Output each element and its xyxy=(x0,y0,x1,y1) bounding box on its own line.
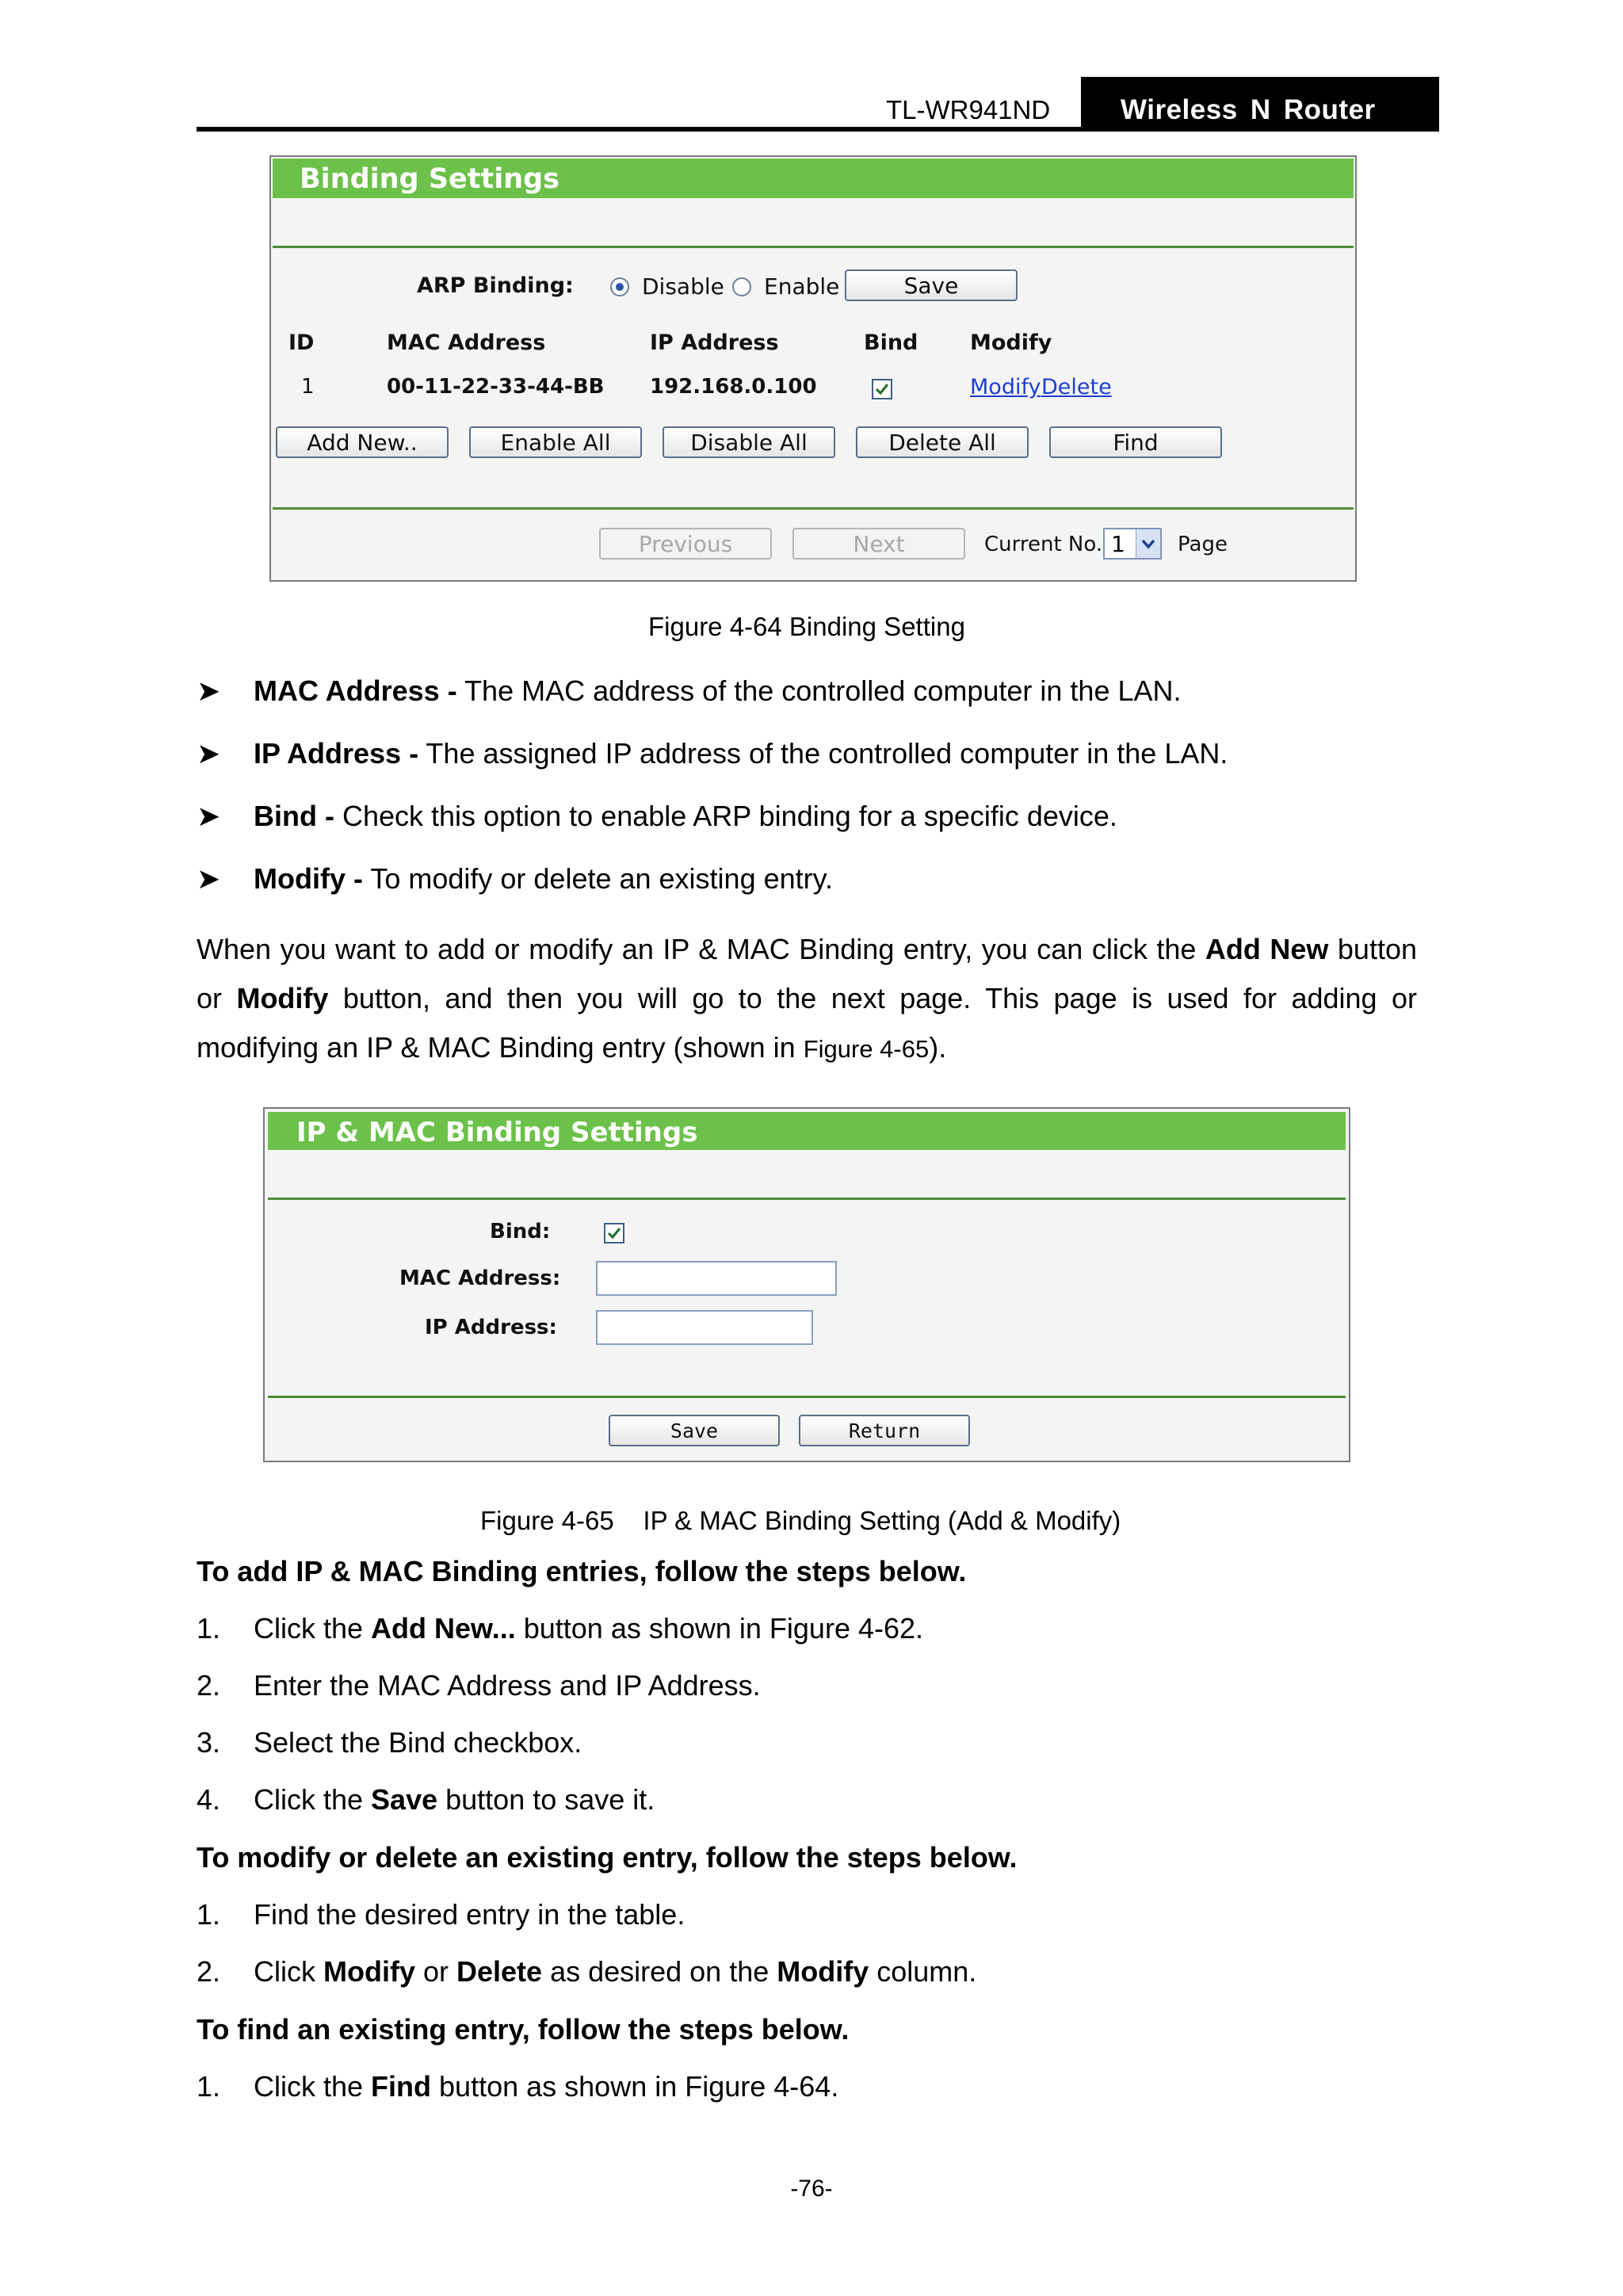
add-step-1: 1. Click the Add New... button as shown in Figure 4-62. xyxy=(197,1612,924,1645)
chevron-down-icon xyxy=(1136,529,1160,558)
save-button[interactable]: Save xyxy=(609,1415,780,1446)
header-rule xyxy=(197,127,1439,132)
current-no-label: Current No. xyxy=(984,533,1103,556)
ip-mac-binding-panel xyxy=(263,1107,1350,1462)
header-model: TL-WR941ND xyxy=(886,95,1051,124)
add-step-2: 2. Enter the MAC Address and IP Address. xyxy=(197,1669,761,1702)
modify-step-1: 1. Find the desired entry in the table. xyxy=(197,1898,685,1931)
row-bind-checkbox[interactable] xyxy=(872,379,892,399)
arp-binding-label: ARP Binding: xyxy=(417,273,574,298)
bullet-mac-address: ➤ MAC Address - The MAC address of the controlled computer in the LAN. xyxy=(197,674,1182,707)
find-steps-title: To find an existing entry, follow the steps below. xyxy=(197,2013,850,2046)
page-label: Page xyxy=(1178,533,1228,556)
modify-link[interactable]: Modify xyxy=(970,375,1041,399)
bind-checkbox[interactable] xyxy=(604,1223,624,1244)
figure-caption-4-64: Figure 4-64 Binding Setting xyxy=(648,612,965,641)
row-mac: 00-11-22-33-44-BB xyxy=(387,375,605,399)
arrow-bullet-icon: ➤ xyxy=(197,737,221,770)
row-id: 1 xyxy=(301,375,315,399)
arrow-bullet-icon: ➤ xyxy=(197,800,221,832)
bullet-modify: ➤ Modify - To modify or delete an existing entry. xyxy=(197,862,833,895)
panel-rule-bottom xyxy=(273,507,1354,510)
save-button[interactable]: Save xyxy=(845,269,1018,301)
mac-address-field[interactable] xyxy=(596,1261,837,1296)
add-new-button[interactable]: Add New.. xyxy=(276,426,449,458)
find-step-1: 1. Click the Find button as shown in Figure 4-64. xyxy=(197,2070,839,2103)
panel-rule-top xyxy=(273,246,1354,248)
radio-disable-label: Disable xyxy=(642,273,724,300)
bullet-bind: ➤ Bind - Check this option to enable ARP binding for a specific device. xyxy=(197,800,1117,832)
radio-enable[interactable] xyxy=(732,277,751,296)
ip-address-field[interactable] xyxy=(596,1310,813,1345)
col-header-id: ID xyxy=(288,330,315,355)
bind-label: Bind: xyxy=(490,1220,551,1244)
panel-rule-top xyxy=(268,1198,1346,1200)
check-icon xyxy=(606,1225,622,1241)
radio-enable-label: Enable xyxy=(764,273,840,300)
enable-all-button[interactable]: Enable All xyxy=(469,426,642,458)
return-button[interactable]: Return xyxy=(799,1415,970,1446)
header-product-tag: Wireless N Router xyxy=(1081,77,1439,132)
disable-all-button[interactable]: Disable All xyxy=(663,426,835,458)
delete-link[interactable]: Delete xyxy=(1041,375,1112,399)
col-header-mac: MAC Address xyxy=(387,330,546,355)
panel-title: Binding Settings xyxy=(273,159,1354,198)
modify-steps-title: To modify or delete an existing entry, follow the steps below. xyxy=(197,1841,1018,1874)
add-step-4: 4. Click the Save button to save it. xyxy=(197,1783,655,1816)
mac-address-label: MAC Address: xyxy=(399,1266,561,1290)
check-icon xyxy=(874,381,890,397)
row-ip: 192.168.0.100 xyxy=(650,375,817,399)
col-header-ip: IP Address xyxy=(650,330,779,355)
radio-disable[interactable] xyxy=(610,277,629,296)
arrow-bullet-icon: ➤ xyxy=(197,674,221,707)
figure-caption-4-65: Figure 4-65 IP & MAC Binding Setting (Add & Modify) xyxy=(480,1506,1121,1535)
ip-address-label: IP Address: xyxy=(425,1316,557,1339)
panel-title: IP & MAC Binding Settings xyxy=(268,1112,1346,1150)
panel-rule-bottom xyxy=(268,1396,1346,1398)
add-steps-title: To add IP & MAC Binding entries, follow the steps below. xyxy=(197,1555,967,1587)
current-page-select[interactable] xyxy=(1103,528,1162,560)
col-header-bind: Bind xyxy=(864,330,918,355)
modify-step-2: 2. Click Modify or Delete as desired on the Modify column. xyxy=(197,1955,977,1988)
arrow-bullet-icon: ➤ xyxy=(197,862,221,895)
intro-paragraph: When you want to add or modify an IP & MAC Binding entry, you can click the Add New button or Modify button, and then you will go to the next page. This page is used for adding or modifying an IP & MAC Binding entry (shown in Figure 4-65). xyxy=(197,933,1418,1064)
binding-settings-panel xyxy=(269,155,1357,582)
next-button[interactable]: Next xyxy=(792,528,965,560)
previous-button[interactable]: Previous xyxy=(599,528,772,560)
add-step-3: 3. Select the Bind checkbox. xyxy=(197,1726,582,1759)
bullet-ip-address: ➤ IP Address - The assigned IP address of the controlled computer in the LAN. xyxy=(197,737,1228,770)
col-header-modify: Modify xyxy=(970,330,1052,355)
delete-all-button[interactable]: Delete All xyxy=(856,426,1029,458)
find-button[interactable]: Find xyxy=(1049,426,1222,458)
current-page-value: 1 xyxy=(1111,531,1125,557)
page-number: -76- xyxy=(790,2176,833,2202)
